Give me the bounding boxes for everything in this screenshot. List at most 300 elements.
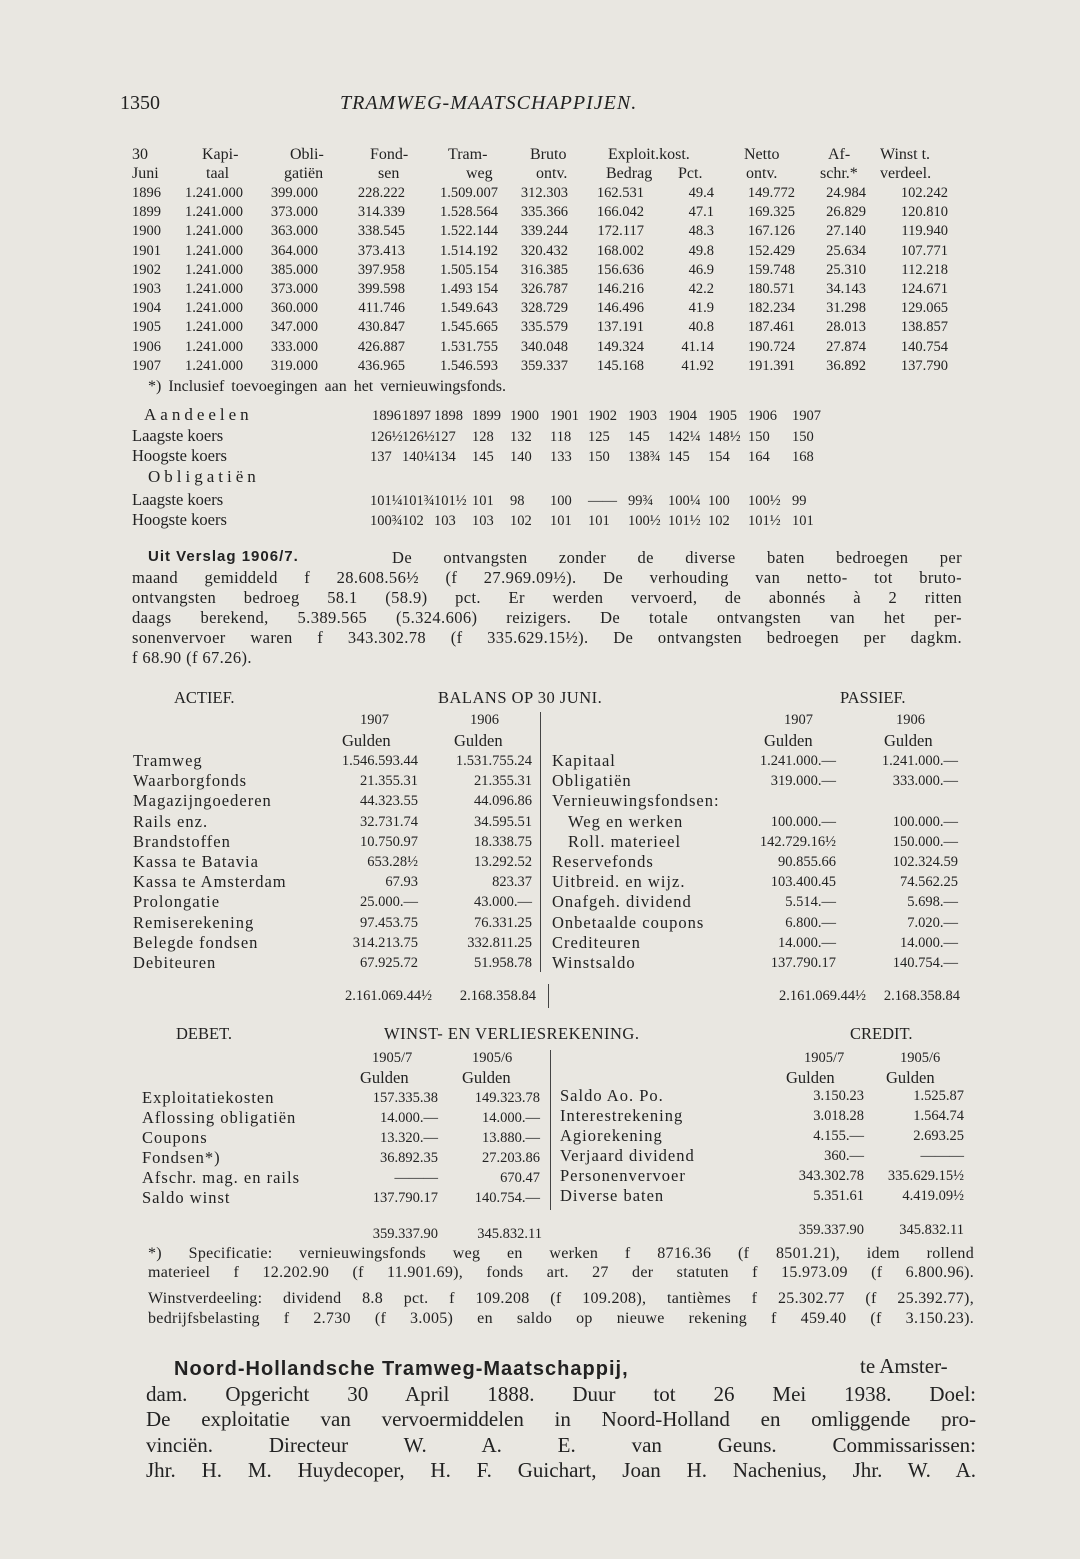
- amount-b: 149.323.78: [474, 1090, 540, 1106]
- table-cell: 1.549.643: [440, 300, 498, 317]
- pl-title: WINST- EN VERLIESREKENING.: [384, 1024, 640, 1043]
- year-header: 1905/7: [804, 1050, 845, 1066]
- table-cell: 36.892: [826, 357, 866, 374]
- amount-1906: 18.338.75: [474, 833, 532, 850]
- account-label: Waarborgfonds: [133, 771, 248, 791]
- table-cell: 360.000: [270, 300, 318, 317]
- quote-value: 102: [708, 513, 730, 529]
- table-cell: 326.787: [520, 281, 568, 297]
- balance-title: BALANS OP 30 JUNI.: [438, 688, 603, 707]
- account-label: Remiserekening: [133, 912, 255, 932]
- quote-value: 125: [588, 429, 610, 445]
- amount-b: 140.754.—: [474, 1190, 540, 1206]
- table-cell: 27.140: [826, 223, 866, 240]
- quote-value: 100½: [628, 513, 661, 529]
- company-text-line: te Amster-: [860, 1354, 948, 1378]
- amount-a: 14.000.—: [380, 1110, 438, 1126]
- unit-header: Gulden: [454, 731, 503, 750]
- table-cell: 1902: [132, 261, 161, 278]
- quote-value: 150: [792, 429, 814, 445]
- amount-1907: 653.28½: [367, 854, 418, 870]
- table-cell: 31.298: [826, 300, 866, 317]
- quote-value: 127: [434, 429, 456, 445]
- year-header: 1905: [708, 408, 737, 424]
- amount-1906: 102.324.59: [892, 854, 958, 870]
- report-line: ontvangsten bedroeg 58.1 (58.9) pct. Er werden vervoerd, de abonnés à 2 ritten: [132, 588, 962, 607]
- table-cell: 1.241.000: [185, 338, 243, 355]
- quote-value: 101¾: [402, 493, 435, 509]
- table-cell: 190.724: [747, 338, 795, 355]
- quote-value: 133: [550, 449, 572, 465]
- amount-1907: 100.000.—: [770, 813, 836, 830]
- total-a: 359.337.90: [372, 1226, 438, 1242]
- quote-value: 145: [668, 449, 690, 465]
- account-label: Interestrekening: [560, 1106, 684, 1125]
- table-cell: 1.241.000: [185, 300, 243, 317]
- quote-value: 140¼: [402, 449, 435, 465]
- quote-value: 148½: [708, 429, 741, 445]
- account-label: Reservefonds: [552, 852, 654, 871]
- quote-value: 145: [628, 429, 650, 445]
- amount-1907: 90.855.66: [778, 854, 836, 870]
- table-cell: 328.729: [520, 300, 568, 317]
- amount-1907: 10.750.97: [360, 833, 418, 850]
- quote-value: 101: [472, 493, 494, 509]
- account-label: Onbetaalde coupons: [552, 912, 705, 932]
- amount-a: 157.335.38: [372, 1090, 438, 1106]
- quote-value: 101: [550, 513, 572, 529]
- quote-value: 103: [472, 513, 494, 529]
- report-line: maand gemiddeld f 28.608.56½ (f 27.969.09½). De verhouding van netto- tot bruto-: [132, 568, 962, 587]
- table-cell: 1.241.000: [185, 204, 243, 221]
- year-header: 1902: [588, 408, 617, 424]
- table-cell: 228.222: [357, 185, 405, 201]
- table-cell: 1.514.192: [440, 242, 498, 259]
- account-label: Rails enz.: [133, 811, 209, 831]
- table-cell: 1.241.000: [185, 242, 243, 259]
- total-a: 359.337.90: [798, 1222, 864, 1238]
- account-label: Winstsaldo: [552, 953, 636, 972]
- quote-value: 100½: [748, 493, 781, 509]
- amount-1906: 44.096.86: [474, 793, 532, 810]
- quote-value: 126½: [370, 429, 403, 445]
- amount-1907: 32.731.74: [360, 813, 418, 830]
- column-header: 30: [132, 146, 148, 163]
- table-cell: 1896: [132, 185, 161, 201]
- table-cell: 335.579: [520, 319, 568, 336]
- table-cell: 137.191: [596, 319, 644, 336]
- company-text-line: De exploitatie van vervoermiddelen in Noord-Holland en omliggende pro-: [146, 1407, 976, 1431]
- account-label: Uitbreid. en wijz.: [552, 872, 686, 892]
- table-cell: 1903: [132, 281, 161, 297]
- quote-value: 145: [472, 449, 494, 465]
- column-header: Af-: [828, 146, 851, 163]
- account-label: Personenvervoer: [560, 1166, 686, 1185]
- table-cell: 1907: [132, 357, 161, 374]
- quote-value: 102: [510, 513, 532, 529]
- table-cell: 112.218: [901, 261, 948, 278]
- year-header: 1904: [668, 408, 697, 424]
- column-header: Juni: [132, 165, 159, 182]
- table-cell: 167.126: [747, 223, 795, 240]
- amount-1906: 1.531.755.24: [455, 753, 532, 769]
- year-header: 1897: [402, 408, 431, 424]
- pl-note: Winstverdeeling: dividend 8.8 pct. f 109.208 (f 109.208), tantièmes f 25.302.77 (f 25.392.77),: [148, 1290, 974, 1307]
- unit-header: Gulden: [884, 731, 933, 750]
- amount-1907: 21.355.31: [360, 773, 418, 790]
- table-cell: 426.887: [357, 338, 405, 355]
- account-label: Verjaard dividend: [560, 1146, 695, 1165]
- running-title: TRAMWEG-MAATSCHAPPIJEN.: [340, 92, 638, 114]
- pl-note: bedrijfsbelasting f 2.730 (f 3.005) en saldo op nieuwe rekening f 459.40 (f 3.150.23).: [148, 1310, 974, 1327]
- amount-1906: 13.292.52: [474, 854, 532, 870]
- table-cell: 41.9: [688, 300, 714, 317]
- quote-value: 101½: [434, 493, 467, 509]
- debet-label: DEBET.: [176, 1024, 233, 1043]
- total-b: 345.832.11: [899, 1222, 964, 1238]
- table-cell: 40.8: [688, 319, 714, 336]
- year-header: 1906: [470, 712, 499, 728]
- amount-b: 335.629.15½: [887, 1168, 964, 1184]
- company-text-line: dam. Opgericht 30 April 1888. Duur tot 26 Mei 1938. Doel:: [146, 1382, 976, 1406]
- table-cell: 399.000: [270, 185, 318, 201]
- amount-1906: 332.811.25: [467, 934, 532, 951]
- company-name: Noord-Hollandsche Tramweg-Maatschappij,: [174, 1358, 629, 1380]
- section-label: Aandeelen: [144, 405, 253, 424]
- table-cell: 169.325: [747, 204, 795, 221]
- table-cell: 41.92: [681, 357, 714, 374]
- account-label: Crediteuren: [552, 932, 641, 952]
- table-cell: 107.771: [900, 242, 948, 259]
- table-cell: 1.241.000: [185, 261, 243, 278]
- year-header: 1907: [792, 408, 821, 424]
- quote-value: 168: [792, 449, 814, 465]
- table-cell: 1.241.000: [185, 319, 243, 336]
- table-cell: 314.339: [357, 204, 405, 221]
- table-cell: 1899: [132, 204, 161, 221]
- column-header: ontv.: [536, 165, 568, 182]
- year-header: 1907: [784, 712, 813, 728]
- row-label: Hoogste koers: [132, 446, 227, 465]
- table-cell: 47.1: [688, 204, 714, 221]
- quote-value: 101¼: [370, 493, 403, 509]
- amount-1907: 97.453.75: [360, 914, 418, 931]
- account-label: Obligatiën: [552, 771, 632, 791]
- amount-b: 2.693.25: [913, 1128, 964, 1144]
- report-line: sonenvervoer waren f 343.302.78 (f 335.629.15½). De ontvangsten bedroegen per dagkm.: [132, 628, 962, 647]
- account-label: Saldo winst: [142, 1188, 231, 1207]
- account-label: Agiorekening: [560, 1126, 663, 1145]
- amount-1906: 5.698.—: [907, 894, 958, 911]
- amount-a: 360.—: [824, 1148, 864, 1164]
- account-label: Diverse baten: [560, 1186, 665, 1205]
- account-label: Saldo Ao. Po.: [560, 1086, 664, 1105]
- row-label: Hoogste koers: [132, 510, 227, 529]
- quote-value: 137: [370, 449, 392, 465]
- account-label: Magazijngoederen: [133, 791, 272, 811]
- passief-label: PASSIEF.: [840, 688, 906, 707]
- unit-header: Gulden: [462, 1068, 511, 1087]
- amount-b: 1.564.74: [913, 1108, 964, 1124]
- table-cell: 49.8: [688, 242, 714, 259]
- table-cell: 335.366: [520, 204, 568, 221]
- quote-value: 103: [434, 513, 456, 529]
- account-label: Prolongatie: [133, 892, 221, 912]
- amount-1907: 6.800.—: [785, 914, 836, 931]
- total-1906: 2.168.358.84: [883, 988, 960, 1004]
- account-label: Roll. materieel: [568, 831, 682, 851]
- amount-a: 4.155.—: [813, 1128, 864, 1144]
- amount-b: 670.47: [500, 1170, 540, 1186]
- unit-header: Gulden: [886, 1068, 935, 1087]
- amount-1906: 14.000.—: [900, 934, 958, 951]
- amount-1907: 67.93: [385, 874, 418, 891]
- table-cell: 1.241.000: [185, 357, 243, 374]
- table-cell: 120.810: [900, 204, 948, 221]
- quote-value: 142¼: [668, 429, 701, 445]
- quote-value: 100¼: [668, 493, 701, 509]
- table-cell: 312.303: [520, 185, 568, 201]
- table-cell: 333.000: [270, 338, 318, 355]
- unit-header: Gulden: [764, 731, 813, 750]
- amount-a: 36.892.35: [380, 1150, 438, 1166]
- table-cell: 1.505.154: [440, 261, 498, 278]
- account-label: Onafgeh. dividend: [552, 892, 692, 912]
- quote-value: 100¾: [370, 513, 403, 529]
- account-label: Aflossing obligatiën: [142, 1108, 297, 1127]
- year-header: 1898: [434, 408, 463, 424]
- table-cell: 1.522.144: [440, 223, 498, 240]
- table-cell: 146.216: [596, 281, 644, 297]
- quote-value: 154: [708, 449, 730, 465]
- amount-1906: 100.000.—: [892, 813, 958, 830]
- column-header: Pct.: [678, 165, 703, 182]
- table-cell: 46.9: [688, 261, 714, 278]
- table-cell: 28.013: [826, 319, 866, 336]
- quote-value: 150: [748, 429, 770, 445]
- table-cell: 1.528.564: [440, 204, 498, 221]
- table-cell: 339.244: [520, 223, 568, 240]
- table-cell: 373.413: [357, 242, 405, 259]
- quote-value: 99¾: [628, 493, 654, 509]
- amount-1907: 5.514.—: [785, 894, 836, 911]
- quote-value: 134: [434, 449, 456, 465]
- column-header: Fond-: [370, 146, 409, 163]
- table-cell: 1904: [132, 300, 161, 317]
- column-header: verdeel.: [880, 165, 932, 182]
- table-cell: 159.748: [747, 261, 795, 278]
- quote-value: 100: [550, 493, 572, 509]
- account-label: Debiteuren: [133, 953, 217, 972]
- amount-b: 13.880.—: [482, 1130, 540, 1146]
- table-cell: 1901: [132, 242, 161, 259]
- total-b: 345.832.11: [477, 1226, 542, 1242]
- table-cell: 1.241.000: [185, 185, 243, 201]
- table-cell: 172.117: [597, 223, 644, 240]
- table-cell: 187.461: [747, 319, 795, 336]
- table-cell: 340.048: [520, 338, 568, 355]
- table-cell: 320.432: [520, 242, 568, 259]
- table-cell: 41.14: [681, 338, 714, 355]
- quote-value: 102: [402, 513, 424, 529]
- amount-1906: 7.020.—: [907, 914, 958, 931]
- table-cell: 373.000: [270, 204, 318, 221]
- amount-1907: 25.000.—: [360, 894, 418, 911]
- company-text-line: Jhr. H. M. Huydecoper, H. F. Guichart, Joan H. Nachenius, Jhr. W. A.: [146, 1458, 976, 1482]
- table-cell: 180.571: [747, 281, 795, 297]
- table-cell: 152.429: [747, 242, 795, 259]
- column-header: Obli-: [290, 146, 324, 163]
- quote-value: 101: [588, 513, 610, 529]
- quote-value: 140: [510, 449, 532, 465]
- report-line: daags berekend, 5.389.565 (5.324.606) reizigers. De totale ontvangsten van het per-: [132, 608, 962, 627]
- unit-header: Gulden: [786, 1068, 835, 1087]
- row-label: Laagste koers: [132, 490, 224, 509]
- table-cell: 162.531: [596, 185, 644, 201]
- quote-value: 101½: [748, 513, 781, 529]
- amount-1907: 14.000.—: [778, 934, 836, 951]
- amount-b: ———: [920, 1148, 964, 1164]
- amount-a: 137.790.17: [372, 1190, 438, 1206]
- table-cell: 1.241.000: [185, 281, 243, 297]
- year-header: 1900: [510, 408, 539, 424]
- pl-note: *) Specificatie: vernieuwingsfonds weg en werken f 8716.36 (f 8501.21), idem rollend: [148, 1245, 974, 1262]
- account-label: Exploitatiekosten: [142, 1088, 275, 1107]
- column-divider: [550, 1050, 551, 1210]
- account-label: Afschr. mag. en rails: [142, 1168, 301, 1187]
- total-1906: 2.168.358.84: [459, 988, 536, 1004]
- table-cell: 129.065: [900, 300, 948, 317]
- amount-1906: 43.000.—: [474, 894, 532, 911]
- column-header: Tram-: [448, 146, 488, 163]
- year-header: 1905/6: [900, 1050, 941, 1066]
- amount-1907: 137.790.17: [770, 955, 836, 971]
- amount-1906: 333.000.—: [892, 773, 958, 790]
- table-cell: 25.310: [826, 261, 866, 278]
- quote-value: 99: [792, 493, 807, 509]
- table-footnote: *) Inclusief toevoegingen aan het vernieuwingsfonds.: [148, 378, 507, 395]
- table-cell: 1.509.007: [440, 185, 498, 201]
- table-cell: 145.168: [596, 357, 644, 374]
- table-cell: 316.385: [520, 261, 568, 278]
- year-header: 1907: [360, 712, 389, 728]
- quote-value: 101½: [668, 513, 701, 529]
- table-cell: 411.746: [358, 300, 405, 317]
- column-header: Exploit.kost.: [608, 146, 690, 163]
- table-cell: 359.337: [520, 357, 568, 374]
- column-header: sen: [378, 165, 400, 182]
- column-header: Netto: [744, 146, 780, 163]
- table-cell: 1.546.593: [440, 357, 498, 374]
- table-cell: 34.143: [826, 281, 866, 297]
- column-header: Kapi-: [202, 146, 239, 163]
- year-header: 1903: [628, 408, 657, 424]
- table-cell: 191.391: [747, 357, 795, 374]
- account-label: Brandstoffen: [133, 831, 231, 851]
- account-label: Weg en werken: [568, 811, 684, 831]
- amount-a: 13.320.—: [380, 1130, 438, 1146]
- column-divider: [548, 984, 549, 1008]
- table-cell: 399.598: [357, 281, 405, 297]
- table-cell: 48.3: [688, 223, 714, 240]
- pl-note: materieel f 12.202.90 (f 11.901.69), fonds art. 27 der statuten f 15.973.09 (f 6.800.96).: [148, 1264, 974, 1281]
- table-cell: 149.772: [747, 185, 795, 201]
- year-header: 1905/6: [472, 1050, 513, 1066]
- table-cell: 124.671: [900, 281, 948, 297]
- table-cell: 347.000: [270, 319, 318, 336]
- credit-label: CREDIT.: [850, 1024, 913, 1043]
- column-header: Bruto: [530, 146, 567, 163]
- amount-1907: 103.400.45: [770, 874, 836, 891]
- amount-a: 3.018.28: [813, 1108, 864, 1124]
- quote-value: 98: [510, 493, 525, 509]
- amount-1906: 823.37: [492, 874, 532, 891]
- unit-header: Gulden: [342, 731, 391, 750]
- year-header: 1901: [550, 408, 579, 424]
- year-header: 1905/7: [372, 1050, 413, 1066]
- table-cell: 430.847: [357, 319, 405, 336]
- table-cell: 338.545: [357, 223, 405, 240]
- table-cell: 49.4: [688, 185, 714, 201]
- total-1907: 2.161.069.44½: [779, 988, 866, 1004]
- report-line: f 68.90 (f 67.26).: [132, 648, 252, 667]
- amount-1906: 34.595.51: [474, 813, 532, 830]
- total-1907: 2.161.069.44½: [345, 988, 432, 1004]
- quote-value: 101: [792, 513, 814, 529]
- column-header: gatiën: [284, 165, 324, 182]
- table-cell: 1.531.755: [440, 338, 498, 355]
- table-cell: 1.241.000: [185, 223, 243, 240]
- year-header: 1906: [748, 408, 777, 424]
- quote-value: 126½: [402, 429, 435, 445]
- amount-1907: 142.729.16½: [759, 833, 836, 850]
- report-heading: Uit Verslag 1906/7.: [148, 548, 299, 565]
- section-label: Obligatiën: [148, 467, 260, 486]
- table-cell: 25.634: [826, 242, 866, 259]
- table-cell: 42.2: [688, 281, 714, 297]
- year-header: 1896: [372, 408, 401, 424]
- table-cell: 436.965: [357, 357, 405, 374]
- column-header: Bedrag: [606, 165, 653, 182]
- column-header: taal: [206, 165, 230, 182]
- amount-b: 27.203.86: [482, 1150, 540, 1166]
- amount-1906: 1.241.000.—: [881, 753, 958, 769]
- actief-label: ACTIEF.: [174, 688, 235, 707]
- year-header: 1906: [896, 712, 925, 728]
- unit-header: Gulden: [360, 1068, 409, 1087]
- table-cell: 182.234: [747, 300, 795, 317]
- amount-b: 4.419.09½: [902, 1188, 964, 1204]
- quote-value: 138¾: [628, 449, 661, 465]
- page-number: 1350: [120, 92, 160, 114]
- amount-a: ———: [394, 1170, 438, 1186]
- table-cell: 166.042: [596, 204, 644, 221]
- table-cell: 1905: [132, 319, 161, 336]
- amount-1907: 319.000.—: [770, 773, 836, 790]
- account-label: Kapitaal: [552, 751, 616, 770]
- quote-value: 100: [708, 493, 730, 509]
- table-cell: 137.790: [900, 357, 948, 374]
- amount-1906: 76.331.25: [474, 914, 532, 931]
- column-header: ontv.: [746, 165, 778, 182]
- table-cell: 119.940: [901, 223, 948, 240]
- table-cell: 168.002: [596, 242, 644, 259]
- table-cell: 26.829: [826, 204, 866, 221]
- account-label: Fondsen*): [142, 1148, 221, 1167]
- table-cell: 1900: [132, 223, 161, 240]
- table-cell: 373.000: [270, 281, 318, 297]
- amount-1906: 21.355.31: [474, 773, 532, 790]
